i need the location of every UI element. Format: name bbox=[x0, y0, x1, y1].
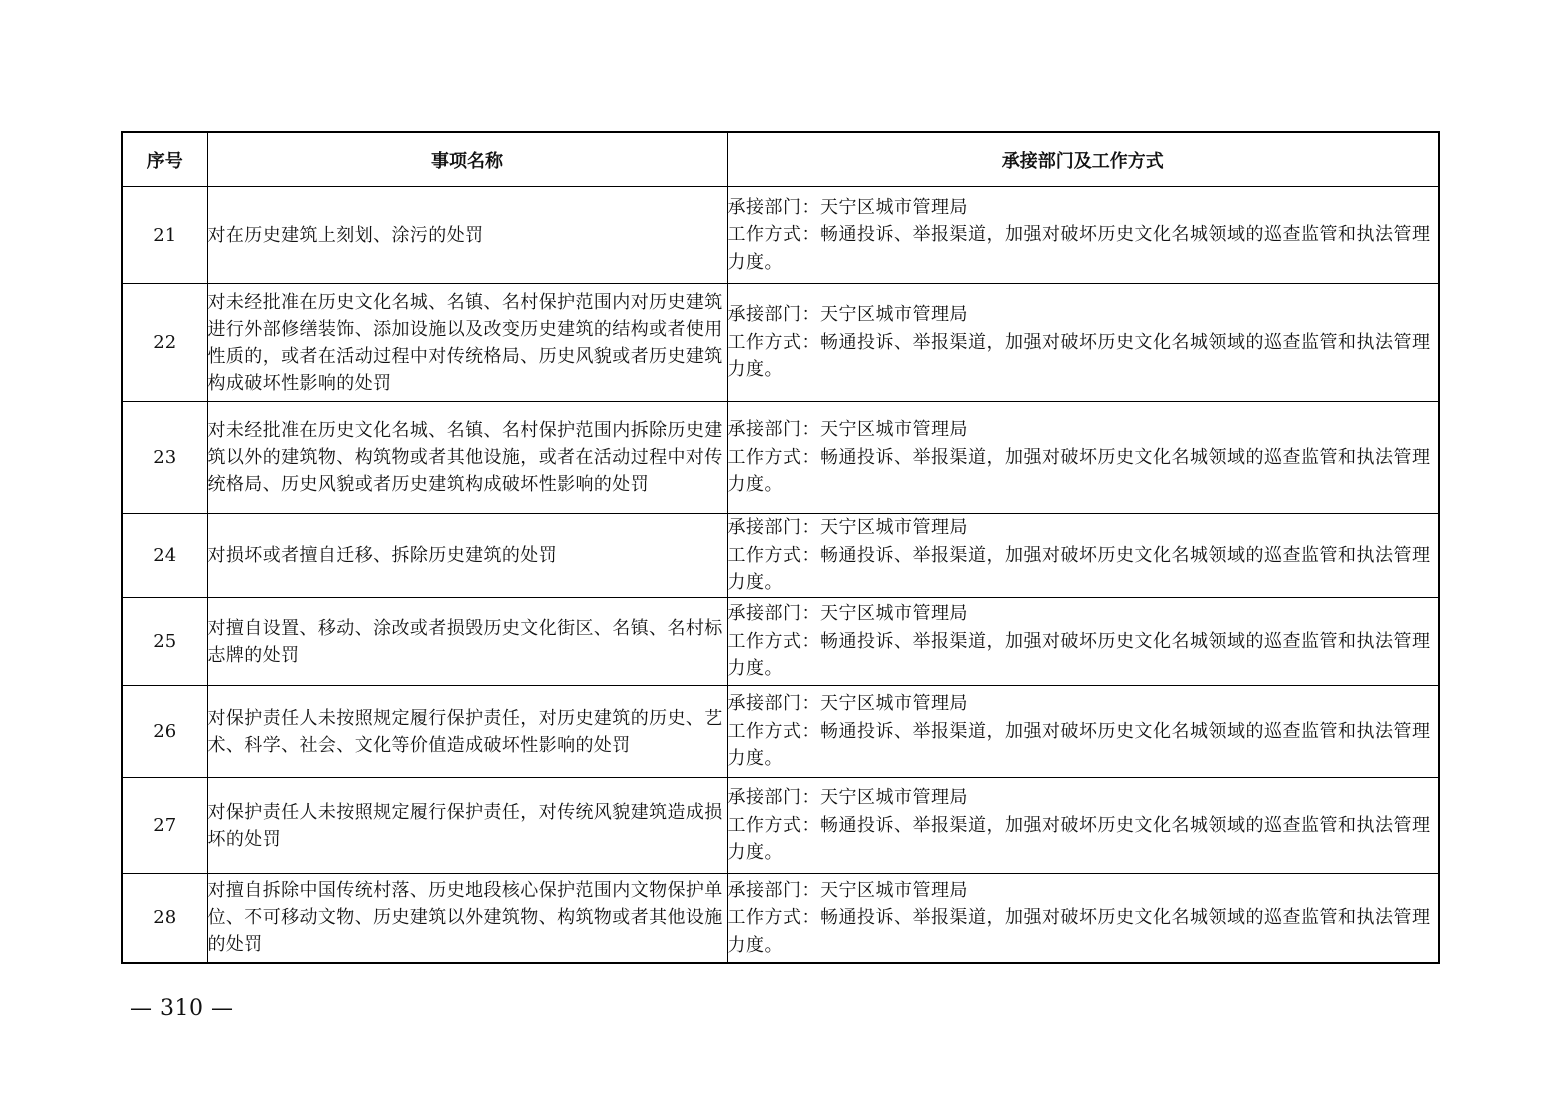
row-department-method bbox=[727, 402, 1439, 514]
row-method: 工作方式：畅通投诉、举报渠道，加强对破坏历史文化名城领域的巡查监管和执法管理力度。 bbox=[727, 720, 1431, 770]
table-row bbox=[122, 187, 1439, 284]
row-item-name: 对保护责任人未按照规定履行保护责任，对传统风貌建筑造成损坏的处罚 bbox=[207, 778, 727, 874]
row-department: 承接部门：天宁区城市管理局 bbox=[727, 304, 968, 326]
row-number: 28 bbox=[122, 874, 207, 963]
row-item-name: 对未经批准在历史文化名城、名镇、名村保护范围内对历史建筑进行外部修缮装饰、添加设施以及改变历史建筑的结构或者使用性质的，或者在活动过程中对传统格局、历史风貌或者历史建筑构成破坏性影响的处罚 bbox=[207, 284, 727, 402]
row-item-name: 对保护责任人未按照规定履行保护责任，对历史建筑的历史、艺术、科学、社会、文化等价值造成破坏性影响的处罚 bbox=[207, 686, 727, 778]
row-method: 工作方式：畅通投诉、举报渠道，加强对破坏历史文化名城领域的巡查监管和执法管理力度。 bbox=[727, 630, 1431, 680]
table-row bbox=[122, 284, 1439, 402]
row-department-method bbox=[727, 514, 1439, 598]
row-method: 工作方式：畅通投诉、举报渠道，加强对破坏历史文化名城领域的巡查监管和执法管理力度。 bbox=[727, 224, 1431, 273]
row-item-name: 对擅自拆除中国传统村落、历史地段核心保护范围内文物保护单位、不可移动文物、历史建筑以外建筑物、构筑物或者其他设施的处罚 bbox=[207, 874, 727, 963]
table-row bbox=[122, 686, 1439, 778]
row-item-name: 对在历史建筑上刻划、涂污的处罚 bbox=[207, 187, 727, 284]
row-item-name: 对擅自设置、移动、涂改或者损毁历史文化街区、名镇、名村标志牌的处罚 bbox=[207, 598, 727, 686]
row-item-name: 对损坏或者擅自迁移、拆除历史建筑的处罚 bbox=[207, 514, 727, 598]
row-method: 工作方式：畅通投诉、举报渠道，加强对破坏历史文化名城领域的巡查监管和执法管理力度。 bbox=[727, 446, 1431, 496]
row-number: 22 bbox=[122, 284, 207, 402]
row-department: 承接部门：天宁区城市管理局 bbox=[727, 787, 968, 809]
row-number: 23 bbox=[122, 402, 207, 514]
row-number: 24 bbox=[122, 514, 207, 598]
row-department: 承接部门：天宁区城市管理局 bbox=[727, 879, 968, 901]
page-number: — 310 — bbox=[130, 996, 234, 1021]
row-department-method bbox=[727, 686, 1439, 778]
row-department: 承接部门：天宁区城市管理局 bbox=[727, 419, 968, 441]
row-department-method bbox=[727, 874, 1439, 963]
row-department: 承接部门：天宁区城市管理局 bbox=[727, 517, 968, 539]
row-number: 25 bbox=[122, 598, 207, 686]
row-method: 工作方式：畅通投诉、举报渠道，加强对破坏历史文化名城领域的巡查监管和执法管理力度。 bbox=[727, 331, 1431, 381]
row-department-method bbox=[727, 598, 1439, 686]
row-method: 工作方式：畅通投诉、举报渠道，加强对破坏历史文化名城领域的巡查监管和执法管理力度。 bbox=[727, 907, 1431, 956]
table-row bbox=[122, 402, 1439, 514]
row-department: 承接部门：天宁区城市管理局 bbox=[727, 196, 968, 218]
row-item-name: 对未经批准在历史文化名城、名镇、名村保护范围内拆除历史建筑以外的建筑物、构筑物或者其他设施，或者在活动过程中对传统格局、历史风貌或者历史建筑构成破坏性影响的处罚 bbox=[207, 402, 727, 514]
row-department-method bbox=[727, 187, 1439, 284]
table-header-row bbox=[122, 132, 1439, 187]
header-department-method: 承接部门及工作方式 bbox=[727, 132, 1439, 187]
table-row bbox=[122, 778, 1439, 874]
row-department: 承接部门：天宁区城市管理局 bbox=[727, 603, 968, 625]
row-method: 工作方式：畅通投诉、举报渠道，加强对破坏历史文化名城领域的巡查监管和执法管理力度。 bbox=[727, 544, 1431, 594]
items-table bbox=[121, 131, 1440, 964]
row-number: 21 bbox=[122, 187, 207, 284]
row-method: 工作方式：畅通投诉、举报渠道，加强对破坏历史文化名城领域的巡查监管和执法管理力度。 bbox=[727, 814, 1431, 864]
header-number: 序号 bbox=[122, 132, 207, 187]
row-department-method bbox=[727, 284, 1439, 402]
header-item-name: 事项名称 bbox=[207, 132, 727, 187]
row-number: 26 bbox=[122, 686, 207, 778]
row-department: 承接部门：天宁区城市管理局 bbox=[727, 693, 968, 715]
table-row bbox=[122, 874, 1439, 963]
row-department-method bbox=[727, 778, 1439, 874]
row-number: 27 bbox=[122, 778, 207, 874]
table-row bbox=[122, 598, 1439, 686]
table-row bbox=[122, 514, 1439, 598]
